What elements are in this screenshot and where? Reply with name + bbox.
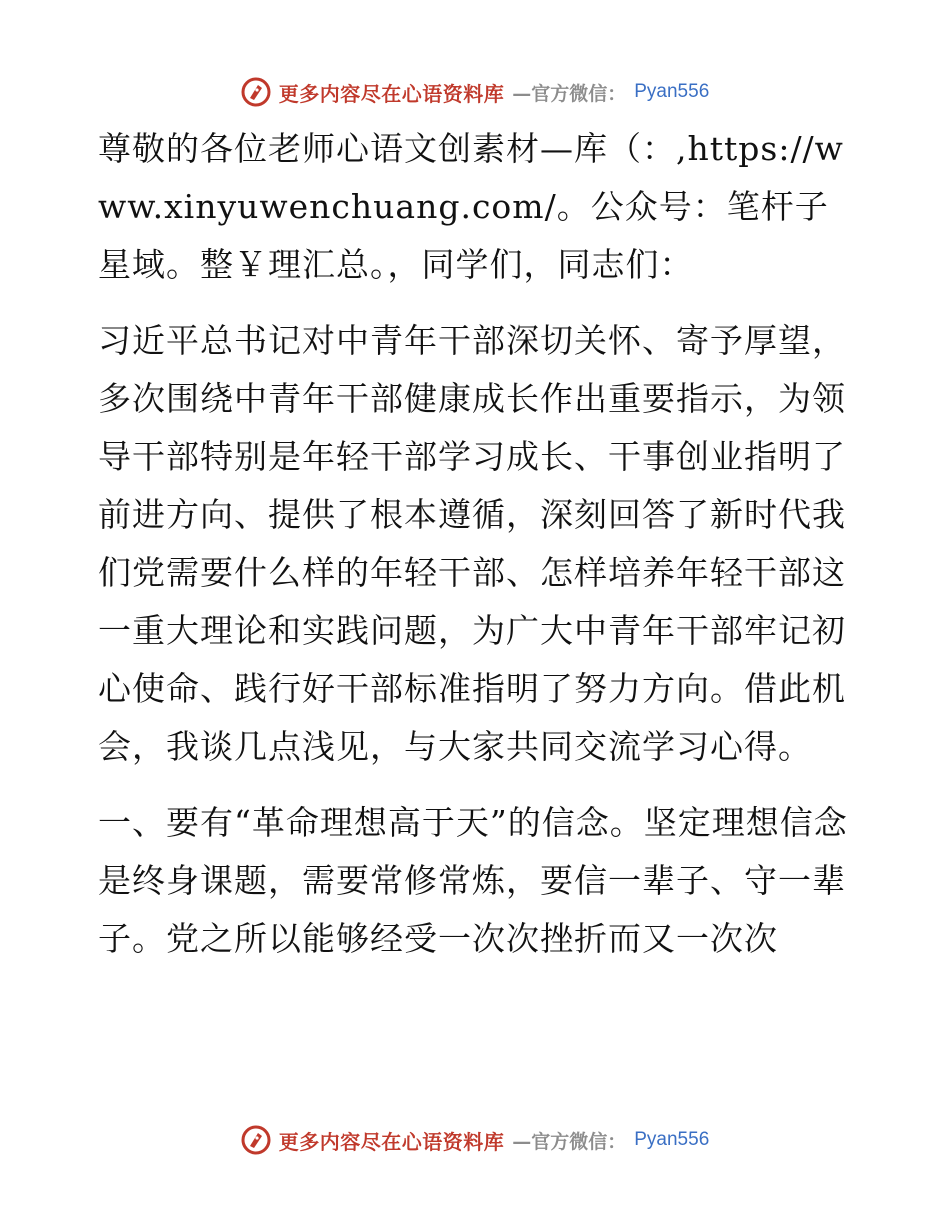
banner-suffix-text: —官方微信： xyxy=(512,82,627,105)
pen-nib-logo-icon xyxy=(241,77,271,107)
paragraph-intro: 习近平总书记对中青年干部深切关怀、寄予厚望，多次围绕中青年干部健康成长作出重要指示，为领导干部特别是年轻干部学习成长、干事创业指明了前进方向、提供了根本遵循，深刻回答了新时代我们党需要什么样的年轻干部、怎样培养年轻干部这一重大理论和实践问题，为广大中青年干部牢记初心使命、践行好干部标准指明了努力方向。借此机会，我谈几点浅见，与大家共同交流学习心得。 xyxy=(98,321,846,766)
footer-banner xyxy=(0,1118,950,1162)
banner-main-text: 更多内容尽在心语资料库 xyxy=(278,1129,505,1154)
banner-wechat-id: Pyan556 xyxy=(634,81,710,102)
paragraph-section-one: 一、要有“革命理想高于天”的信念。坚定理想信念是终身课题，需要常修常炼，要信一辈子、守一辈子。党之所以能够经受一次次挫折而又一次次 xyxy=(98,803,848,958)
banner-main-text: 更多内容尽在心语资料库 xyxy=(278,81,505,106)
banner-suffix-text: —官方微信： xyxy=(512,1130,627,1153)
paragraph-greeting: 尊敬的各位老师心语文创素材—库（：,https://www.xinyuwenchuang.com/。公众号：笔杆子星域。整￥理汇总。，同学们，同志们： xyxy=(98,129,844,284)
banner-wechat-id: Pyan556 xyxy=(634,1129,710,1150)
header-banner xyxy=(0,70,950,114)
document-body xyxy=(98,120,858,986)
pen-nib-logo-icon xyxy=(241,1125,271,1155)
